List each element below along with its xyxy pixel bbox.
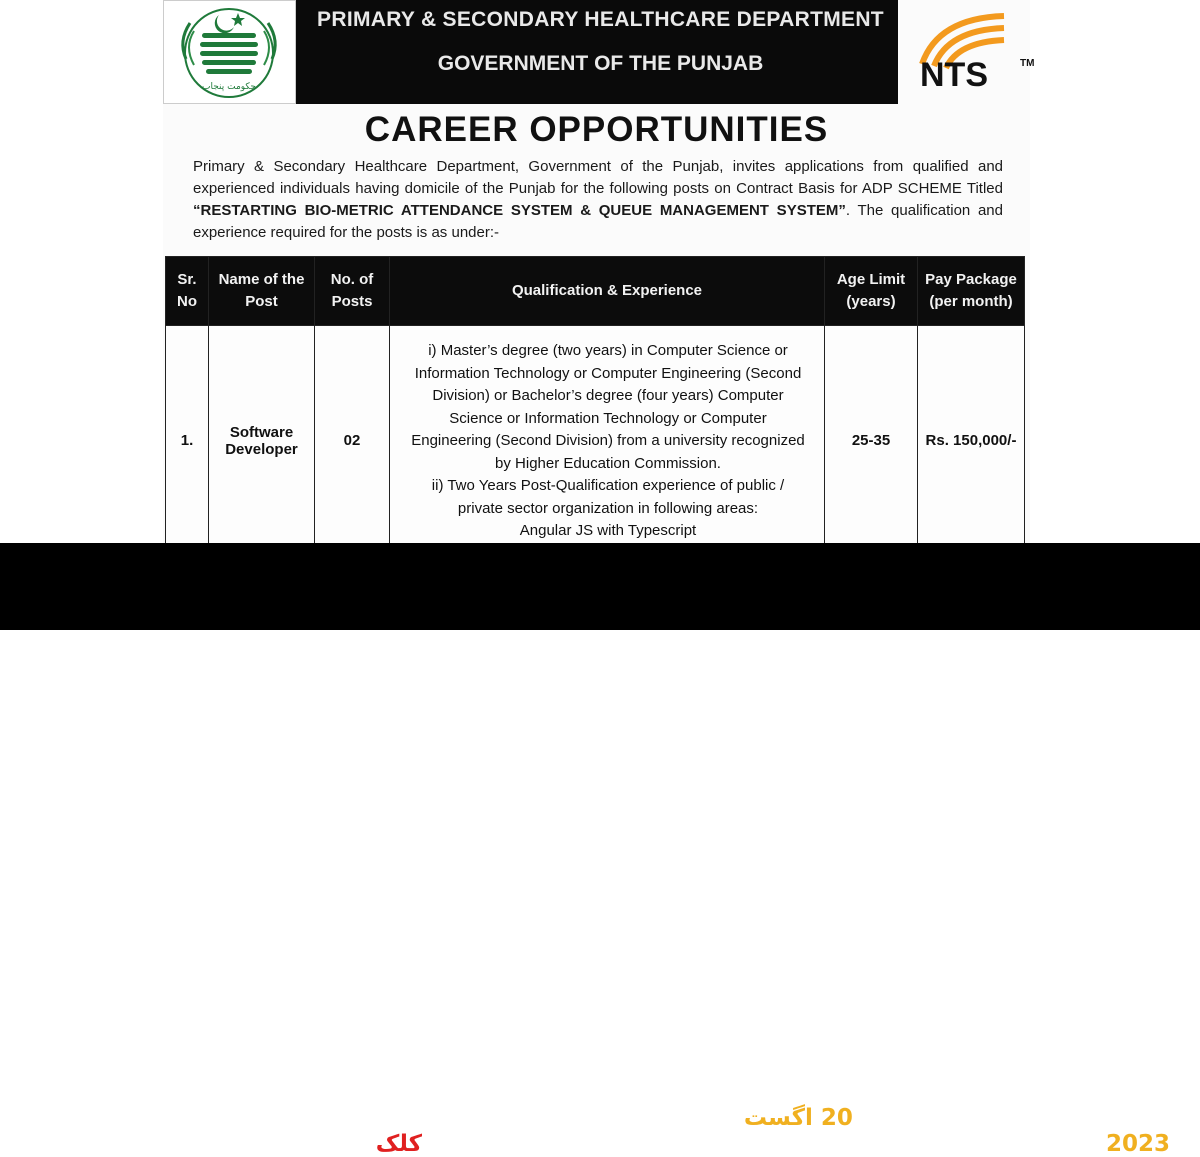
table-header-row — [166, 257, 1025, 326]
header-qualification: Qualification & Experience — [390, 257, 825, 326]
header-age-limit: Age Limit (years) — [825, 257, 918, 326]
header-no-of-posts: No. of Posts — [315, 257, 390, 326]
nts-logo — [908, 8, 1035, 98]
nts-trademark: TM — [1020, 58, 1035, 69]
qualification-line: Angular JS with Typescript — [519, 522, 697, 540]
bottom-banner[interactable] — [0, 543, 1200, 1157]
page-title: CAREER OPPORTUNITIES — [364, 110, 829, 149]
qualification-line: Division) or Bachelor’s degree (four years) Computer — [432, 387, 784, 405]
more-info-link[interactable] — [160, 1105, 620, 1157]
deadline-prefix: اپلائی کرنے کی آخری تاریخ: — [852, 1105, 1170, 1131]
qualification-line: ii) Two Years Post-Qualification experience of public / — [431, 477, 785, 495]
job-advertisement-document — [163, 0, 1035, 543]
logo-caption: حکومت پنجاب — [202, 82, 256, 92]
deadline-suffix: ہے — [1071, 1131, 1106, 1157]
nts-logo-text: NTS — [920, 56, 988, 94]
click-word[interactable]: کلک — [375, 1131, 423, 1157]
header-post-name: Name of the Post — [209, 257, 315, 326]
qualification-line: by Higher Education Commission. — [495, 454, 721, 472]
qualification-line: i) Master’s degree (two years) in Computer Science or — [428, 342, 788, 360]
qualification-line: private sector organization in following areas: — [457, 499, 759, 517]
row-pay-package: Rs. 150,000/- — [918, 326, 1025, 556]
table-row — [166, 326, 1025, 556]
row-age-limit: 25-35 — [825, 326, 918, 556]
row-qualification — [390, 326, 825, 556]
government-name: GOVERNMENT OF THE PUNJAB — [437, 52, 764, 75]
more-info-prefix: (مزید معلومات اور اشتہار دیکھنے کیلئے ابھی — [172, 1105, 608, 1157]
header-band — [163, 0, 898, 104]
scheme-title: “RESTARTING BIO-METRIC ATTENDANCE SYSTEM & QUEUE MANAGEMENT SYSTEM” — [193, 202, 846, 219]
qualification-line: Engineering (Second Division) from a university recognized — [411, 432, 805, 450]
qualification-line: Information Technology or Computer Engineering (Second — [414, 364, 802, 382]
header-sr-no: Sr. No — [166, 257, 209, 326]
qualification-line: Science or Information Technology or Computer — [449, 409, 767, 427]
intro-text-before: Primary & Secondary Healthcare Department, Government of the Punjab, invites applications from qualified and experienced individuals having domicile of the Punjab for the following posts on Contract Basis for ADP SCHEME Titled — [193, 158, 1003, 197]
left-margin — [0, 0, 163, 543]
right-margin — [1030, 0, 1200, 543]
row-no-of-posts: 02 — [315, 326, 390, 556]
header-pay-package: Pay Package (per month) — [918, 257, 1025, 326]
posts-table — [165, 256, 1025, 556]
deadline-date: 20 اگست 2023 — [743, 1105, 1170, 1157]
department-name: PRIMARY & SECONDARY HEALTHCARE DEPARTMENT — [317, 8, 884, 31]
row-sr-no: 1. — [166, 326, 209, 556]
intro-text-after: . The qualification and experience required for the posts is as under:- — [193, 202, 1003, 241]
intro-paragraph — [193, 156, 1003, 244]
row-post-name: Software Developer — [209, 326, 315, 556]
punjab-emblem-icon — [164, 1, 295, 103]
more-info-suffix: کیجئے) — [294, 1131, 376, 1157]
punjab-government-logo — [163, 0, 296, 104]
deadline-text — [708, 1105, 1170, 1157]
